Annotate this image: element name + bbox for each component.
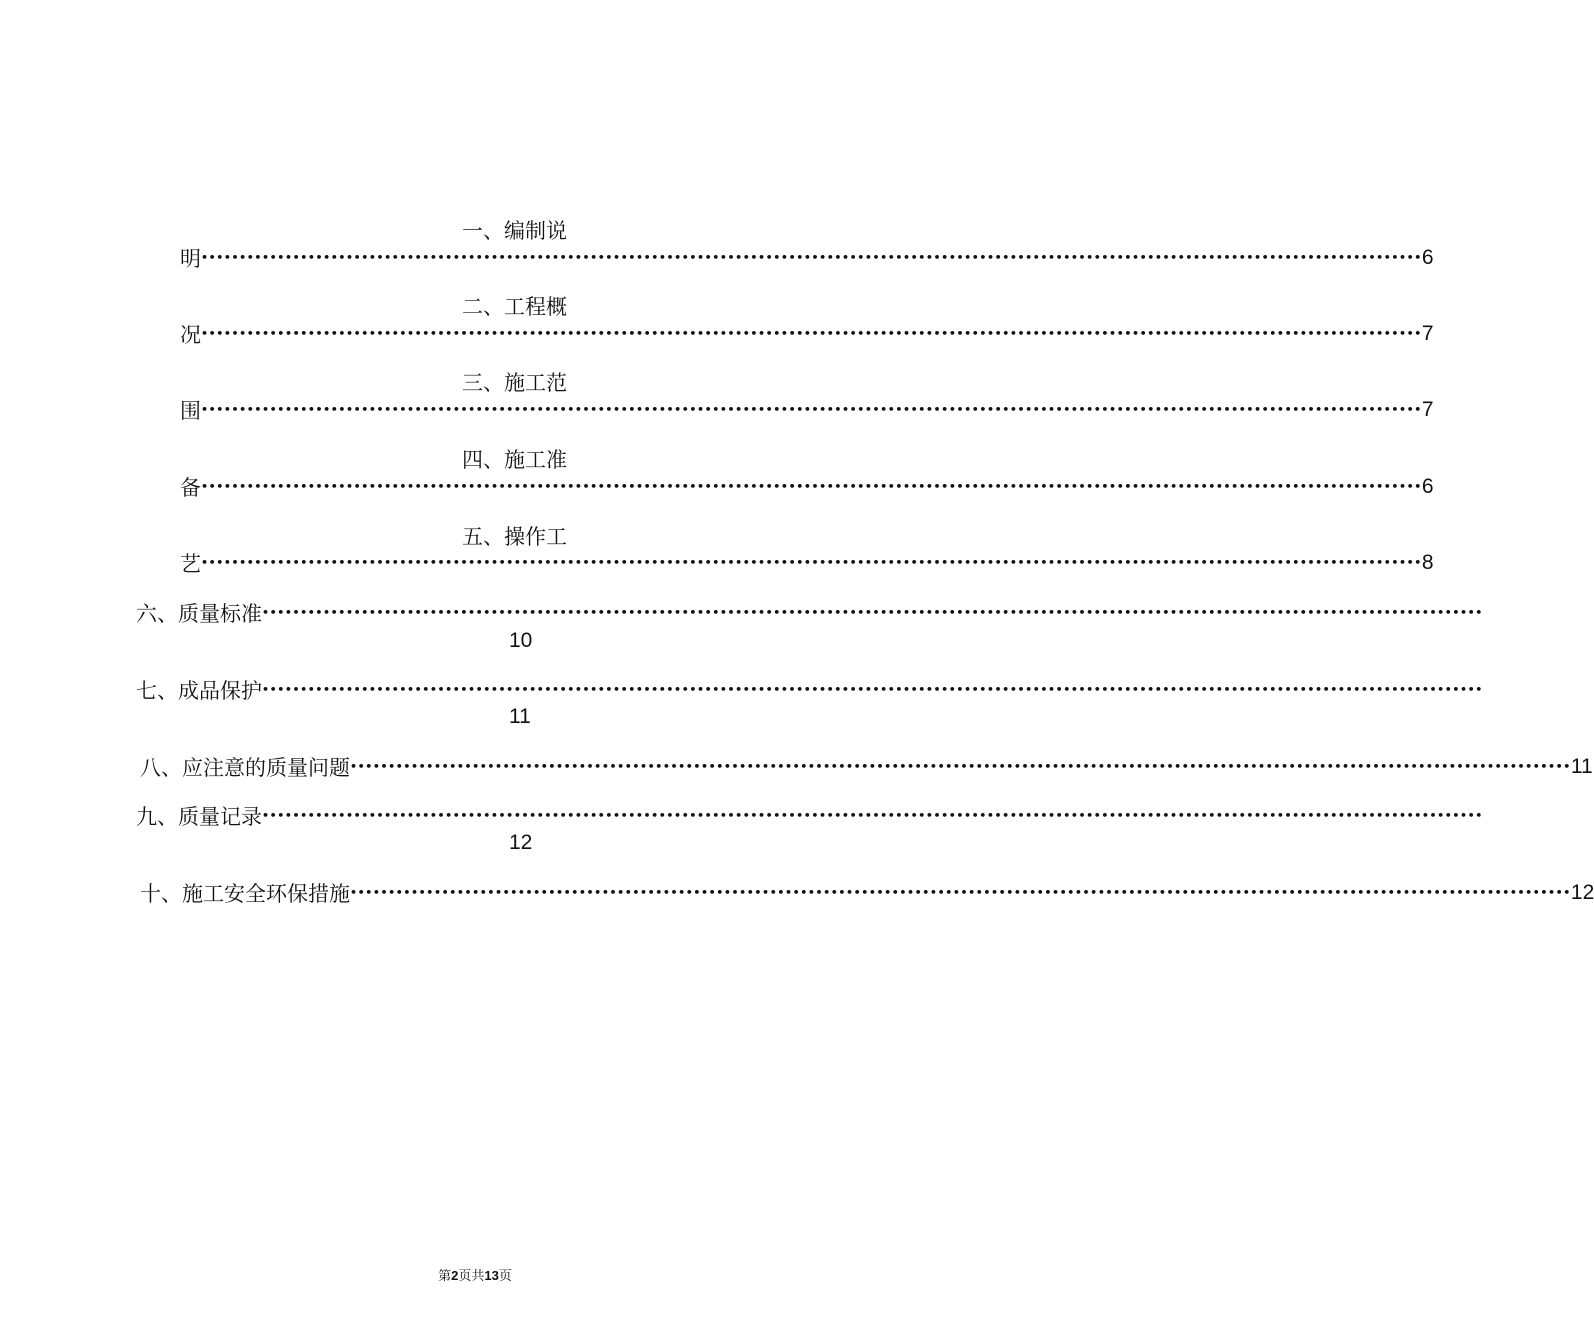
footer-prefix: 第 [438,1269,452,1284]
footer-current-page: 2 [451,1268,459,1283]
toc-leader-dots: •••••••••••••••••••••••••••••••••••••••••••••••••••••••••••••••••••••••••••••••••••••••••••••••••••••••••••••••••••••••••••••••••••••••••••••••••••••••••••••••• [262,809,1483,822]
toc-entry-6-title: 六、质量标准 [136,602,262,626]
toc-entry-4-page: 6 [1421,475,1434,498]
toc-entry-3-tail: 围 [180,399,201,423]
toc-entry-7-title: 七、成品保护 [136,679,262,703]
toc-entry-8-row[interactable] [140,754,1593,780]
page-footer [0,1265,950,1284]
toc-entry-10-row[interactable] [140,880,1594,906]
toc-leader-dots: •••••••••••••••••••••••••••••••••••••••••••••••••••••••••••••••••••••••••••••••••••••••••••••••••••••••••••••••••••••••••••••••••••••••••••••••••••••••••••••••• [350,760,1571,773]
toc-entry-1-tail: 明 [180,247,201,271]
toc-entry-4-row[interactable] [180,474,1434,500]
footer-middle: 页共 [458,1269,485,1284]
toc-entry-7-page: 11 [509,705,531,728]
toc-leader-dots: •••••••••••••••••••••••••••••••••••••••••••••••••••••••••••••••••••••••••••••••••••••••••••••••••••••••••••••••••••••••••••••••••••••••••••••••••••••••••••••••• [262,606,1483,619]
toc-leader-dots: •••••••••••••••••••••••••••••••••••••••••••••••••••••••••••••••••••••••••••••••••••••••••••••••••••••••••••••••••••••••••••••••••••••••••••••••••••••••••••••••• [201,327,1422,340]
toc-entry-5-tail: 艺 [180,552,201,576]
toc-entry-5-page: 8 [1421,551,1434,574]
toc-entry-4-head: 四、施工准 [462,448,567,472]
toc-leader-dots: •••••••••••••••••••••••••••••••••••••••••••••••••••••••••••••••••••••••••••••••••••••••••••••••••••••••••••••••••••••••••••••••••••••••••••••••••••••••••••••••• [201,556,1422,569]
toc-entry-3-row[interactable] [180,397,1434,423]
toc-leader-dots: •••••••••••••••••••••••••••••••••••••••••••••••••••••••••••••••••••••••••••••••••••••••••••••••••••••••••••••••••••••••••••••••••••••••••••••••••••••••••••••••• [201,251,1422,264]
toc-entry-1-head: 一、编制说 [462,219,567,243]
toc-entry-6-page: 10 [509,629,533,652]
toc-entry-5-row[interactable] [180,550,1434,576]
footer-total-pages: 13 [484,1268,499,1283]
toc-leader-dots: •••••••••••••••••••••••••••••••••••••••••••••••••••••••••••••••••••••••••••••••••••••••••••••••••••••••••••••••••••••••••••••••••••••••••••••••••••••••••••••••• [262,683,1483,696]
toc-entry-2-page: 7 [1421,322,1434,345]
toc-leader-dots: •••••••••••••••••••••••••••••••••••••••••••••••••••••••••••••••••••••••••••••••••••••••••••••••••••••••••••••••••••••••••••••••••••••••••••••••••••••••••••••••• [350,886,1571,899]
toc-entry-7-row[interactable] [136,677,1483,703]
toc-entry-6-row[interactable] [136,600,1483,626]
toc-entry-8-title: 八、应注意的质量问题 [140,756,350,780]
toc-entry-2-row[interactable] [180,321,1434,347]
toc-entry-4-tail: 备 [180,476,201,500]
footer-suffix: 页 [498,1269,512,1284]
toc-entry-9-page: 12 [509,831,533,854]
toc-entry-2-tail: 况 [180,323,201,347]
toc-entry-8-page: 11 [1570,755,1593,778]
toc-entry-10-title: 十、施工安全环保措施 [140,882,350,906]
toc-entry-3-head: 三、施工范 [462,371,567,395]
toc-entry-2-head: 二、工程概 [462,295,567,319]
toc-entry-3-page: 7 [1421,398,1434,421]
toc-entry-9-title: 九、质量记录 [136,805,262,829]
toc-entry-1-row[interactable] [180,245,1434,271]
toc-entry-9-row[interactable] [136,803,1483,829]
toc-leader-dots: •••••••••••••••••••••••••••••••••••••••••••••••••••••••••••••••••••••••••••••••••••••••••••••••••••••••••••••••••••••••••••••••••••••••••••••••••••••••••••••••• [201,480,1422,493]
toc-entry-10-page: 12 [1570,881,1594,904]
toc-leader-dots: •••••••••••••••••••••••••••••••••••••••••••••••••••••••••••••••••••••••••••••••••••••••••••••••••••••••••••••••••••••••••••••••••••••••••••••••••••••••••••••••• [201,403,1422,416]
toc-entry-5-head: 五、操作工 [462,525,567,549]
toc-entry-1-page: 6 [1421,246,1434,269]
